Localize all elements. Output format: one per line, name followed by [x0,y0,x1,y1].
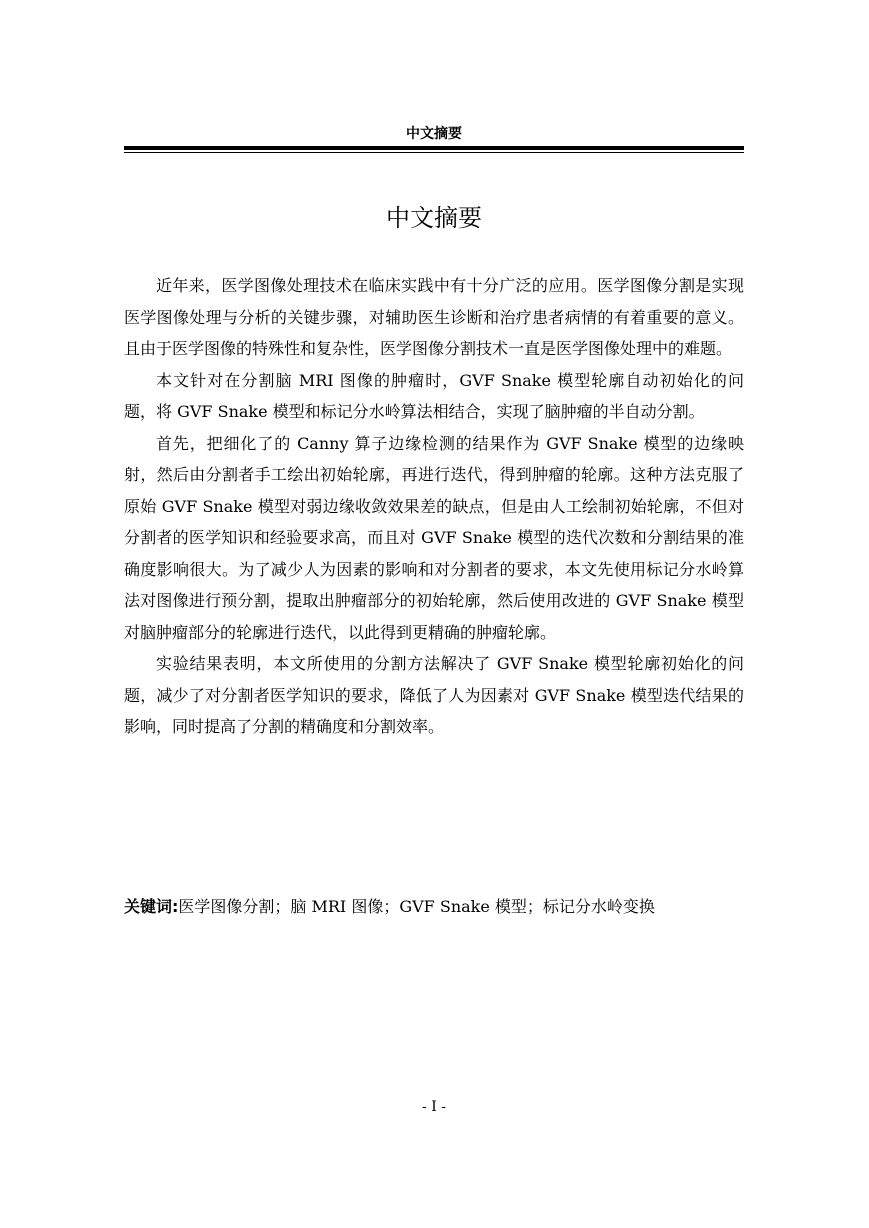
page-number: - I - [422,1099,446,1115]
paragraph: 近年来，医学图像处理技术在临床实践中有十分广泛的应用。医学图像分割是实现医学图像处理与分析的关键步骤，对辅助医生诊断和治疗患者病情的有着重要的意义。且由于医学图像的特殊性和复杂性，医学图像分割技术一直是医学图像处理中的难题。 [124,276,744,358]
page-title: 中文摘要 [386,204,482,232]
keywords-line [124,893,744,921]
running-header: 中文摘要 [406,126,462,142]
paragraph: 本文针对在分割脑 MRI 图像的肿瘤时，GVF Snake 模型轮廓自动初始化的问题，将 GVF Snake 模型和标记分水岭算法相结合，实现了脑肿瘤的半自动分割。 [124,370,744,421]
paragraph: 首先，把细化了的 Canny 算子边缘检测的结果作为 GVF Snake 模型的边缘映射，然后由分割者手工绘出初始轮廓，再进行迭代，得到肿瘤的轮廓。这种方法克服了原始 GVF Snake 模型对弱边缘收敛效果差的缺点，但是由人工绘制初始轮廓，不但对分割者的医学知识和经验要求高，而且对 GVF Snake 模型的迭代次数和分割结果的准确度影响很大。为了减少人为因素的影响和对分割者的要求，本文先使用标记分水岭算法对图像进行预分割，提取出肿瘤部分的初始轮廓，然后使用改进的 GVF Snake 模型对脑肿瘤部分的轮廓进行迭代，以此得到更精确的肿瘤轮廓。 [124,433,744,642]
header-rule-thin [124,152,744,153]
abstract-body [124,270,744,743]
keywords-text: 医学图像分割；脑 MRI 图像；GVF Snake 模型；标记分水岭变换 [178,897,655,916]
paragraph: 实验结果表明，本文所使用的分割方法解决了 GVF Snake 模型轮廓初始化的问题，减少了对分割者医学知识的要求，降低了人为因素对 GVF Snake 模型迭代结果的影响，同时提高了分割的精确度和分割效率。 [124,654,744,736]
header-rule-thick [124,146,744,150]
keywords-label: 关键词: [124,897,179,916]
